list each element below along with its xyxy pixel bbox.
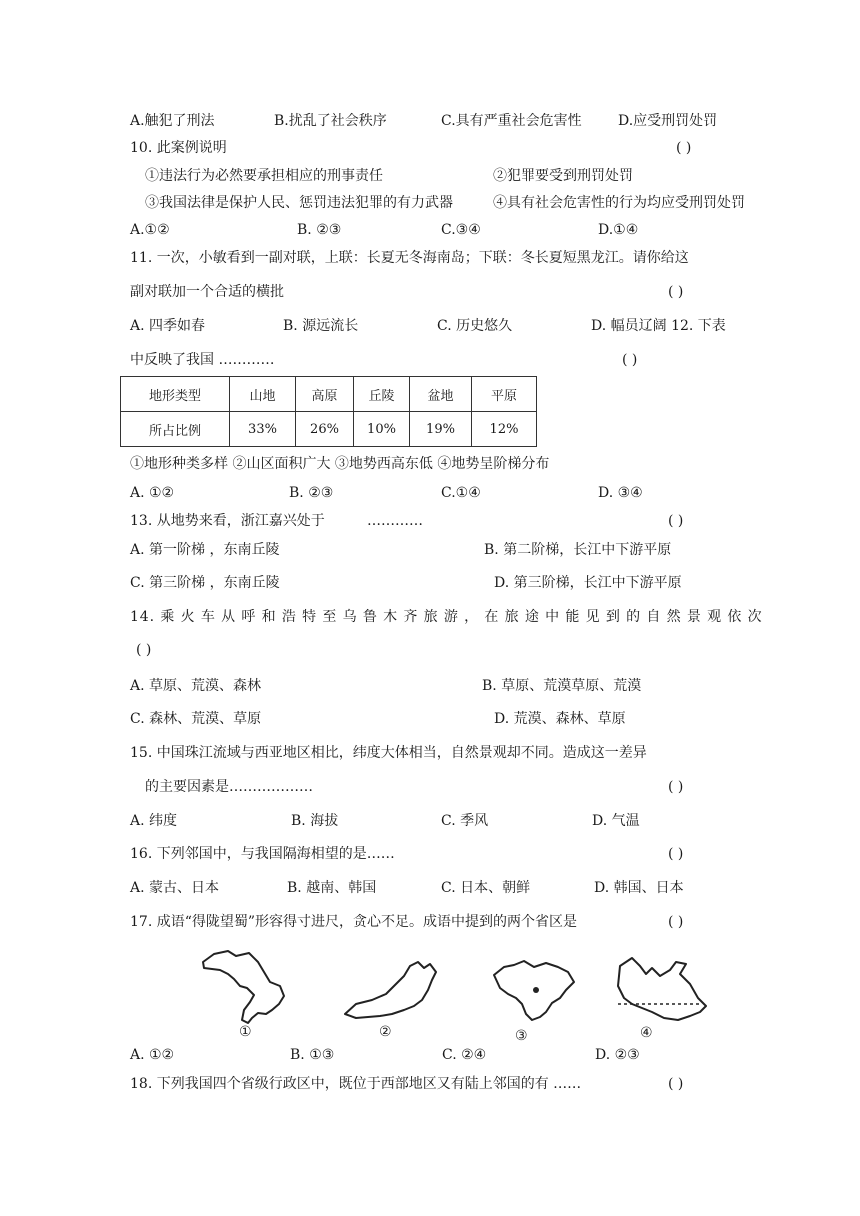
table-cell: 26% bbox=[296, 412, 354, 447]
map-3-sichuan-outline[interactable] bbox=[494, 961, 574, 1020]
q10-statement-1: ①违法行为必然要承担相应的刑事责任 bbox=[145, 168, 383, 184]
q15-answer-paren[interactable]: ( ) bbox=[668, 779, 684, 795]
q10-statement-2: ②犯罪要受到刑罚处罚 bbox=[493, 168, 633, 184]
map-4-outline[interactable] bbox=[618, 958, 706, 1020]
q10-option-b[interactable]: B. ②③ bbox=[297, 222, 342, 238]
q10-answer-paren[interactable]: ( ) bbox=[676, 140, 692, 156]
q15-stem-line2: 的主要因素是……………… bbox=[145, 779, 313, 795]
q12-stem: 中反映了我国 ………… bbox=[130, 352, 275, 368]
q10-statement-3: ③我国法律是保护人民、惩罚违法犯罪的有力武器 bbox=[145, 195, 453, 211]
q13-option-b[interactable]: B. 第二阶梯，长江中下游平原 bbox=[484, 542, 672, 558]
q14-option-d[interactable]: D. 荒漠、森林、草原 bbox=[494, 711, 626, 727]
q12-option-b[interactable]: B. ②③ bbox=[289, 485, 334, 501]
q15-option-a[interactable]: A. 纬度 bbox=[130, 813, 178, 829]
q13-stem: 13. 从地势来看，浙江嘉兴处于 bbox=[130, 513, 325, 529]
q17-option-c[interactable]: C. ②④ bbox=[442, 1047, 487, 1063]
map-label-3: ③ bbox=[515, 1028, 528, 1044]
table-header-cell: 平原 bbox=[472, 377, 537, 412]
q11-option-a[interactable]: A. 四季如春 bbox=[130, 318, 206, 334]
terrain-table bbox=[120, 376, 537, 447]
q16-option-d[interactable]: D. 韩国、日本 bbox=[594, 880, 684, 896]
q9-option-c[interactable]: C.具有严重社会危害性 bbox=[441, 113, 582, 129]
q15-stem-line1: 15. 中国珠江流域与西亚地区相比，纬度大体相当，自然景观却不同。造成这一差异 bbox=[130, 745, 647, 761]
q11-stem-line2: 副对联加一个合适的横批 bbox=[130, 284, 284, 300]
q15-option-c[interactable]: C. 季风 bbox=[441, 813, 489, 829]
q15-option-b[interactable]: B. 海拔 bbox=[291, 813, 339, 829]
q10-option-d[interactable]: D.①④ bbox=[598, 222, 639, 238]
q16-option-a[interactable]: A. 蒙古、日本 bbox=[130, 880, 220, 896]
q13-dots: ………… bbox=[367, 513, 423, 529]
q14-answer-paren[interactable]: ( ) bbox=[136, 642, 152, 658]
q13-answer-paren[interactable]: ( ) bbox=[668, 513, 684, 529]
q10-statement-4: ④具有社会危害性的行为均应受刑罚处罚 bbox=[493, 195, 745, 211]
q12-option-d[interactable]: D. ③④ bbox=[598, 485, 643, 501]
q9-option-a[interactable]: A.触犯了刑法 bbox=[130, 113, 215, 129]
q12-option-c[interactable]: C.①④ bbox=[441, 485, 481, 501]
table-cell: 19% bbox=[410, 412, 472, 447]
q14-stem: 14. 乘 火 车 从 呼 和 浩 特 至 乌 鲁 木 齐 旅 游 ， 在 旅 途 中 能 见 到 的 自 然 景 观 依 次 bbox=[130, 609, 763, 625]
map-3-capital-dot bbox=[533, 987, 539, 993]
map-label-1: ① bbox=[239, 1024, 252, 1040]
q14-option-c[interactable]: C. 森林、荒漠、草原 bbox=[130, 711, 262, 727]
q17-stem: 17. 成语“得陇望蜀”形容得寸进尺，贪心不足。成语中提到的两个省区是 bbox=[130, 914, 578, 930]
q12-answer-paren[interactable]: ( ) bbox=[622, 352, 638, 368]
q14-option-a[interactable]: A. 草原、荒漠、森林 bbox=[130, 678, 262, 694]
q10-stem: 10. 此案例说明 bbox=[130, 140, 227, 156]
map-1-gansu-outline[interactable] bbox=[203, 951, 284, 1023]
table-header-cell: 盆地 bbox=[410, 377, 472, 412]
table-header-row bbox=[121, 377, 537, 412]
q9-option-d[interactable]: D.应受刑罚处罚 bbox=[618, 113, 718, 129]
q18-answer-paren[interactable]: ( ) bbox=[668, 1076, 684, 1092]
q11-option-b[interactable]: B. 源远流长 bbox=[283, 318, 359, 334]
table-cell: 10% bbox=[354, 412, 410, 447]
q17-option-d[interactable]: D. ②③ bbox=[595, 1047, 640, 1063]
q12-option-a[interactable]: A. ①② bbox=[130, 485, 175, 501]
q12-statements: ①地形种类多样 ②山区面积广大 ③地势西高东低 ④地势呈阶梯分布 bbox=[130, 456, 550, 472]
table-header-cell: 地形类型 bbox=[121, 377, 230, 412]
table-cell: 所占比例 bbox=[121, 412, 230, 447]
q18-stem: 18. 下列我国四个省级行政区中，既位于西部地区又有陆上邻国的有 …… bbox=[130, 1076, 582, 1092]
q11-option-c[interactable]: C. 历史悠久 bbox=[437, 318, 513, 334]
table-header-cell: 高原 bbox=[296, 377, 354, 412]
table-cell: 12% bbox=[472, 412, 537, 447]
q13-option-d[interactable]: D. 第三阶梯，长江中下游平原 bbox=[494, 575, 682, 591]
q16-option-b[interactable]: B. 越南、韩国 bbox=[287, 880, 377, 896]
table-row bbox=[121, 412, 537, 447]
table-header-cell: 山地 bbox=[230, 377, 296, 412]
q14-option-b[interactable]: B. 草原、荒漠草原、荒漠 bbox=[482, 678, 642, 694]
q11-stem-line1: 11. 一次，小敏看到一副对联，上联：长夏无冬海南岛；下联：冬长夏短黑龙江。请你给这 bbox=[130, 250, 689, 266]
q11-option-d[interactable]: D. 幅员辽阔 12. 下表 bbox=[591, 318, 726, 334]
q11-answer-paren[interactable]: ( ) bbox=[668, 284, 684, 300]
q15-option-d[interactable]: D. 气温 bbox=[592, 813, 640, 829]
q17-answer-paren[interactable]: ( ) bbox=[668, 914, 684, 930]
table-cell: 33% bbox=[230, 412, 296, 447]
q13-option-a[interactable]: A. 第一阶梯 ，东南丘陵 bbox=[130, 542, 280, 558]
q13-option-c[interactable]: C. 第三阶梯 ，东南丘陵 bbox=[130, 575, 280, 591]
q16-option-c[interactable]: C. 日本、朝鲜 bbox=[441, 880, 531, 896]
q17-option-b[interactable]: B. ①③ bbox=[290, 1047, 335, 1063]
q10-option-a[interactable]: A.①② bbox=[130, 222, 170, 238]
map-label-4: ④ bbox=[640, 1025, 653, 1041]
q16-answer-paren[interactable]: ( ) bbox=[668, 846, 684, 862]
map-label-2: ② bbox=[379, 1024, 392, 1040]
map-2-inner-mongolia-outline[interactable] bbox=[345, 962, 436, 1018]
q16-stem: 16. 下列邻国中，与我国隔海相望的是…… bbox=[130, 846, 395, 862]
q17-option-a[interactable]: A. ①② bbox=[130, 1047, 175, 1063]
q9-option-b[interactable]: B.扰乱了社会秩序 bbox=[274, 113, 387, 129]
q10-option-c[interactable]: C.③④ bbox=[441, 222, 481, 238]
table-header-cell: 丘陵 bbox=[354, 377, 410, 412]
